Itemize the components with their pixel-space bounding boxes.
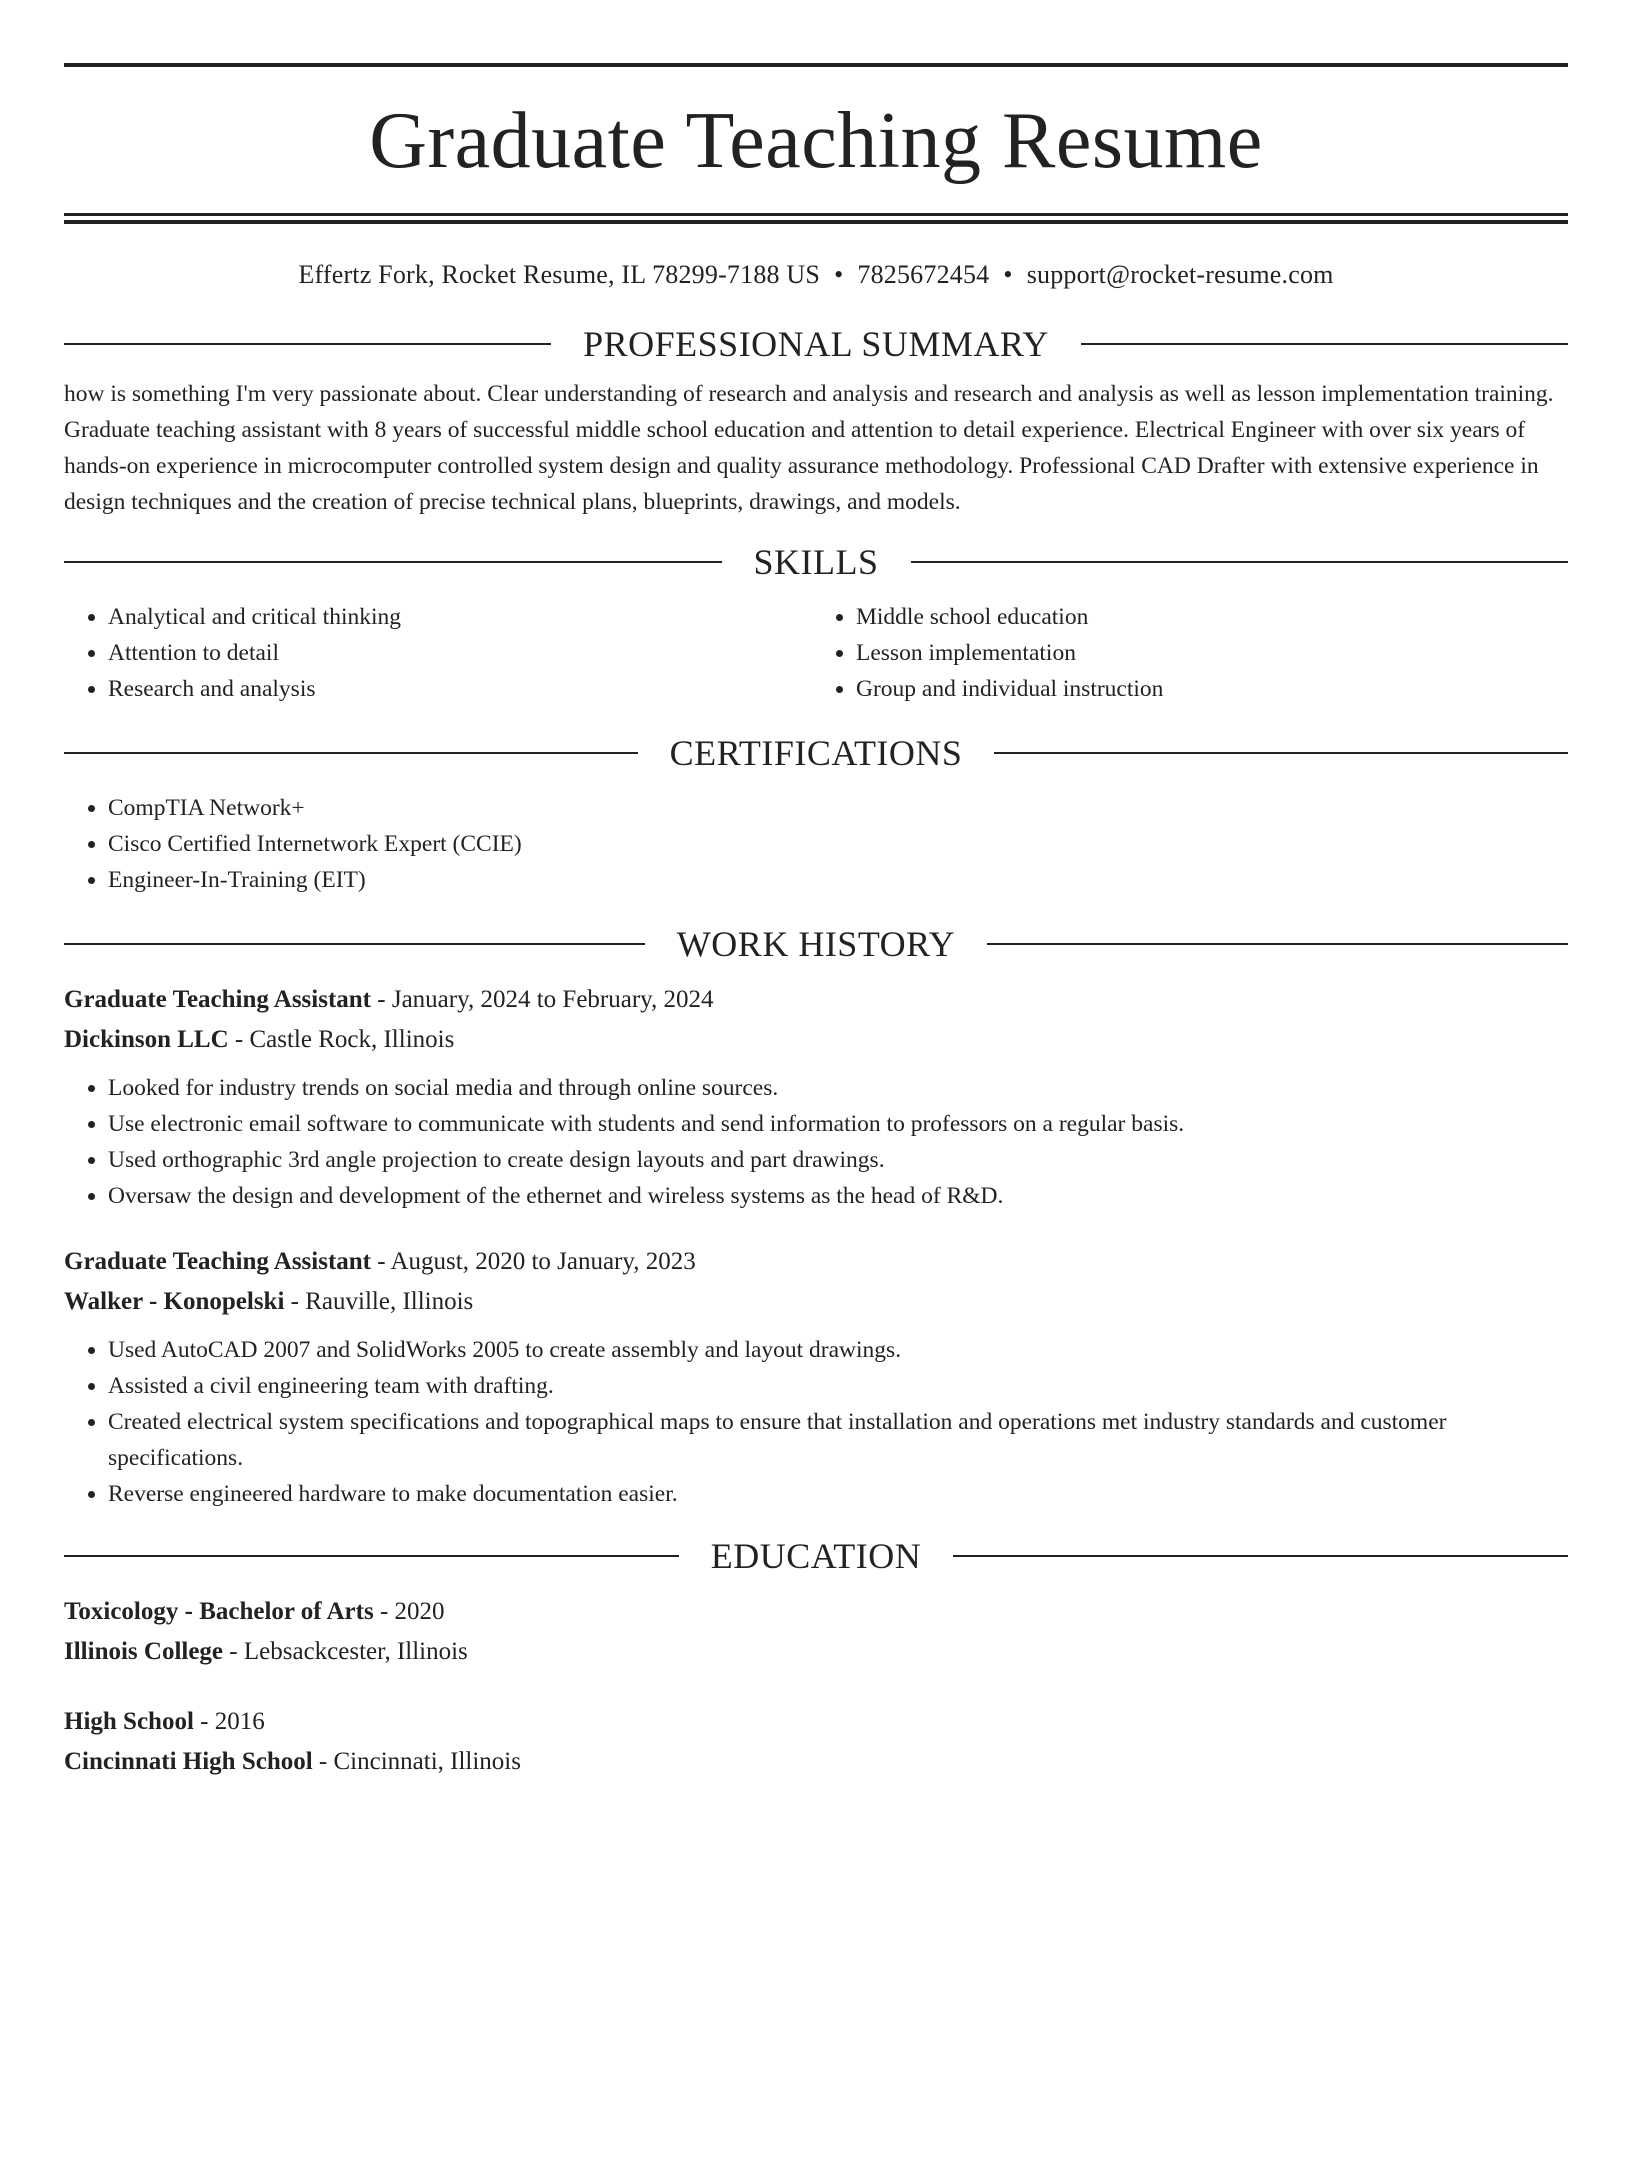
section-header-skills <box>64 542 1568 583</box>
skills-column-left <box>64 599 820 707</box>
contact-separator: • <box>1003 260 1013 289</box>
skill-item: • Group and individual instruction <box>856 671 1568 707</box>
education-school: Illinois College <box>64 1638 224 1666</box>
skills-column-right <box>820 599 1568 707</box>
education-degree: High School <box>64 1708 194 1736</box>
section-title-skills: SKILLS <box>753 542 879 583</box>
job-title-line <box>64 1242 1568 1282</box>
top-rule <box>64 63 1568 67</box>
page-title: Graduate Teaching Resume <box>369 97 1263 185</box>
skill-item: • Lesson implementation <box>856 635 1568 671</box>
education-entry <box>64 1702 1568 1782</box>
certification-item: • CompTIA Network+ <box>108 790 1568 826</box>
job-bullet: • Created electrical system specifications and topographical maps to ensure that installation and operations met industry standards and customer specifications. <box>108 1404 1568 1476</box>
job-location: - Castle Rock, Illinois <box>228 1026 455 1054</box>
job-bullet: • Looked for industry trends on social media and through online sources. <box>108 1070 1568 1106</box>
section-header-education <box>64 1536 1568 1577</box>
skill-item: • Analytical and critical thinking <box>108 599 820 635</box>
job-dates: - August, 2020 to January, 2023 <box>371 1248 696 1276</box>
skill-item: • Attention to detail <box>108 635 820 671</box>
skills-list <box>64 599 1568 707</box>
divider-line <box>1081 343 1568 345</box>
section-header-certifications <box>64 733 1568 774</box>
job-bullets <box>64 1070 1568 1214</box>
job-bullet: • Reverse engineered hardware to make documentation easier. <box>108 1476 1568 1512</box>
title-double-rule <box>64 213 1568 224</box>
job-bullet: • Assisted a civil engineering team with drafting. <box>108 1368 1568 1404</box>
education-year: - 2016 <box>193 1708 265 1736</box>
certification-item: • Engineer-In-Training (EIT) <box>108 862 1568 898</box>
job-title: Graduate Teaching Assistant <box>64 1248 372 1276</box>
divider-line <box>64 343 551 345</box>
section-title-summary: PROFESSIONAL SUMMARY <box>583 324 1049 365</box>
education-degree-line <box>64 1702 1568 1742</box>
contact-separator: • <box>834 260 844 289</box>
job-bullet: • Oversaw the design and development of the ethernet and wireless systems as the head of R&D. <box>108 1178 1568 1214</box>
skill-item: • Middle school education <box>856 599 1568 635</box>
section-title-certifications: CERTIFICATIONS <box>669 733 963 774</box>
job-bullets <box>64 1332 1568 1512</box>
education-degree-line <box>64 1592 1568 1632</box>
section-title-education: EDUCATION <box>710 1536 922 1577</box>
job-bullet: • Use electronic email software to communicate with students and send information to professors on a regular basis. <box>108 1106 1568 1142</box>
contact-line <box>64 259 1568 290</box>
job-title-line <box>64 980 1568 1020</box>
section-header-work-history <box>64 924 1568 965</box>
job-entry <box>64 980 1568 1214</box>
divider-line <box>987 943 1568 945</box>
job-company: Dickinson LLC <box>64 1026 229 1054</box>
contact-email: support@rocket-resume.com <box>1026 260 1334 289</box>
section-title-work-history: WORK HISTORY <box>676 924 956 965</box>
divider-line <box>953 1555 1568 1557</box>
education-entry <box>64 1592 1568 1672</box>
divider-line <box>64 1555 679 1557</box>
education-location: - Lebsackcester, Illinois <box>223 1638 468 1666</box>
job-location: - Rauville, Illinois <box>284 1288 474 1316</box>
job-bullet: • Used AutoCAD 2007 and SolidWorks 2005 to create assembly and layout drawings. <box>108 1332 1568 1368</box>
section-header-summary <box>64 324 1568 365</box>
job-company-line <box>64 1282 1568 1322</box>
job-bullet: • Used orthographic 3rd angle projection to create design layouts and part drawings. <box>108 1142 1568 1178</box>
education-school-line <box>64 1632 1568 1672</box>
divider-line <box>64 943 645 945</box>
job-title: Graduate Teaching Assistant <box>64 986 372 1014</box>
contact-phone: 7825672454 <box>857 260 990 289</box>
education-school-line <box>64 1742 1568 1782</box>
summary-text: how is something I'm very passionate about. Clear understanding of research and analysis and research and analysis as well as lesson implementation training. Graduate teaching assistant with 8 years of successful middle school education and attention to detail experience. Electrical Engineer with over six years of hands-on experience in microcomputer controlled system design and quality assurance methodology. Professional CAD Drafter with extensive experience in design techniques and the creation of precise technical plans, blueprints, drawings, and models. <box>64 381 1554 516</box>
job-dates: - January, 2024 to February, 2024 <box>371 986 714 1014</box>
job-company-line <box>64 1020 1568 1060</box>
certifications-list <box>64 790 1568 898</box>
divider-line <box>994 752 1568 754</box>
divider-line <box>911 561 1569 563</box>
resume-page <box>0 63 1632 2175</box>
divider-line <box>64 752 638 754</box>
education-degree: Toxicology - Bachelor of Arts <box>64 1598 374 1626</box>
skill-item: • Research and analysis <box>108 671 820 707</box>
education-location: - Cincinnati, Illinois <box>312 1748 521 1776</box>
job-entry <box>64 1242 1568 1512</box>
education-school: Cincinnati High School <box>64 1748 313 1776</box>
job-company: Walker - Konopelski <box>64 1288 285 1316</box>
certification-item: • Cisco Certified Internetwork Expert (CCIE) <box>108 826 1568 862</box>
education-year: - 2020 <box>373 1598 445 1626</box>
contact-address: Effertz Fork, Rocket Resume, IL 78299-7188 US <box>298 260 821 289</box>
divider-line <box>64 561 722 563</box>
